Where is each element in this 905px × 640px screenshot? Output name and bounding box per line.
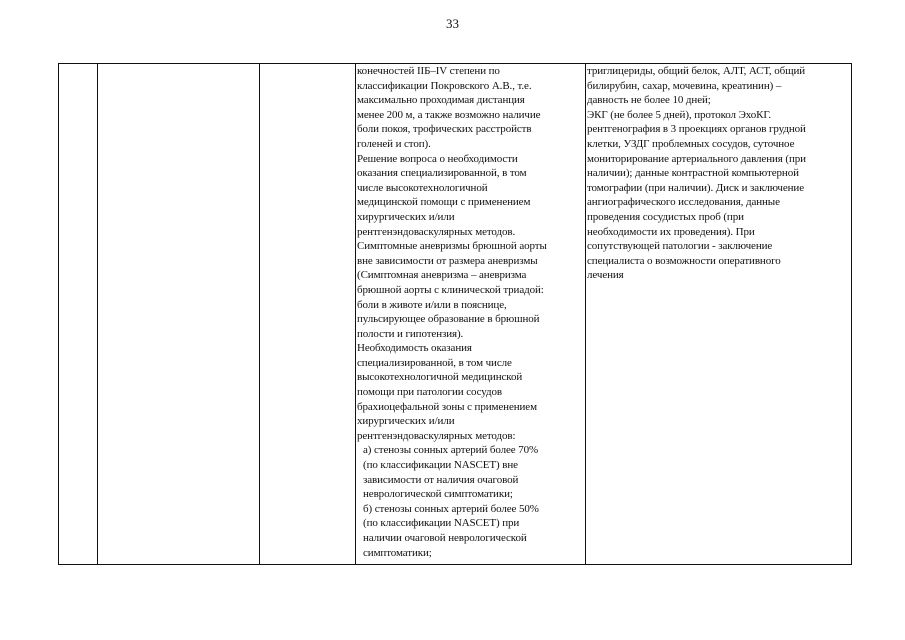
text-line: помощи при патологии сосудов <box>357 386 502 399</box>
text-line: триглицериды, общий белок, АЛТ, АСТ, общий <box>587 65 806 77</box>
text-line: клетки, УЗДГ проблемных сосудов, суточное <box>587 137 795 150</box>
text-line: томографии (при наличии). Диск и заключение <box>587 181 804 194</box>
text-line: вне зависимости от размера аневризмы <box>357 254 538 267</box>
text-line: Симптомные аневризмы брюшной аорты <box>357 240 547 253</box>
text-line: числе высокотехнологичной <box>357 181 488 194</box>
text-line: б) стенозы сонных артерий более 50% <box>363 502 539 515</box>
text-line: (Симптомная аневризма – аневризма <box>357 269 527 282</box>
text-line: сопутствующей патологии - заключение <box>587 240 773 253</box>
indications-cell <box>357 64 585 560</box>
text-line: медицинской помощи с применением <box>357 196 531 209</box>
text-line: рентгенография в 3 проекциях органов грудной <box>587 123 806 136</box>
text-line: (по классификации NASCET) вне <box>363 459 518 472</box>
text-line: симптоматики; <box>363 546 432 559</box>
text-line: боли в животе и/или в пояснице, <box>357 298 507 311</box>
criteria-table <box>58 63 852 565</box>
text-line: мониторирование артериального давления (при <box>587 152 806 165</box>
text-line: ЭКГ (не более 5 дней), протокол ЭхоКГ. <box>587 108 772 121</box>
text-line: конечностей IIБ–IV степени по <box>357 65 500 77</box>
text-line: наличии); данные контрастной компьютерной <box>587 167 799 180</box>
text-line: а) стенозы сонных артерий более 70% <box>363 444 539 457</box>
text-line: неврологической симптоматики; <box>363 488 513 501</box>
text-line: брюшной аорты с клинической триадой: <box>357 283 544 296</box>
text-line: билирубин, сахар, мочевина, креатинин) – <box>587 79 782 92</box>
text-line: Решение вопроса о необходимости <box>357 152 518 165</box>
text-line: ангиографического исследования, данные <box>587 196 780 209</box>
column-divider-4 <box>585 64 586 564</box>
text-line: голеней и стоп). <box>357 137 431 150</box>
text-line: боли покоя, трофических расстройств <box>357 123 532 136</box>
text-line: полости и гипотензия). <box>357 327 464 340</box>
text-line: наличии очаговой неврологической <box>363 532 527 544</box>
text-line: хирургических и/или <box>357 415 455 428</box>
requirements-cell <box>587 64 851 283</box>
text-line: брахиоцефальной зоны с применением <box>357 400 537 413</box>
text-line: рентгенэндоваскулярных методов. <box>357 225 516 238</box>
column-divider-3 <box>355 64 356 564</box>
page-number: 33 <box>446 16 459 31</box>
text-line: давность не более 10 дней; <box>587 94 711 107</box>
text-line: рентгенэндоваскулярных методов: <box>357 429 516 442</box>
text-line: менее 200 м, а также возможно наличие <box>357 108 541 121</box>
text-line: максимально проходимая дистанция <box>357 94 525 107</box>
text-line: классификации Покровского А.В., т.е. <box>357 79 532 92</box>
text-line: (по классификации NASCET) при <box>363 517 520 530</box>
text-line: оказания специализированной, в том <box>357 167 527 180</box>
text-line: необходимости их проведения). При <box>587 225 755 238</box>
text-line: специализированной, в том числе <box>357 356 512 369</box>
text-line: лечения <box>587 269 624 282</box>
text-line: Необходимость оказания <box>357 342 472 355</box>
text-line: высокотехнологичной медицинской <box>357 371 523 384</box>
column-divider-2 <box>259 64 260 564</box>
column-divider-1 <box>97 64 98 564</box>
text-line: проведения сосудистых проб (при <box>587 210 744 223</box>
text-line: пульсирующее образование в брюшной <box>357 313 540 326</box>
text-line: зависимости от наличия очаговой <box>363 473 519 486</box>
text-line: специалиста о возможности оперативного <box>587 254 781 267</box>
text-line: хирургических и/или <box>357 210 455 223</box>
